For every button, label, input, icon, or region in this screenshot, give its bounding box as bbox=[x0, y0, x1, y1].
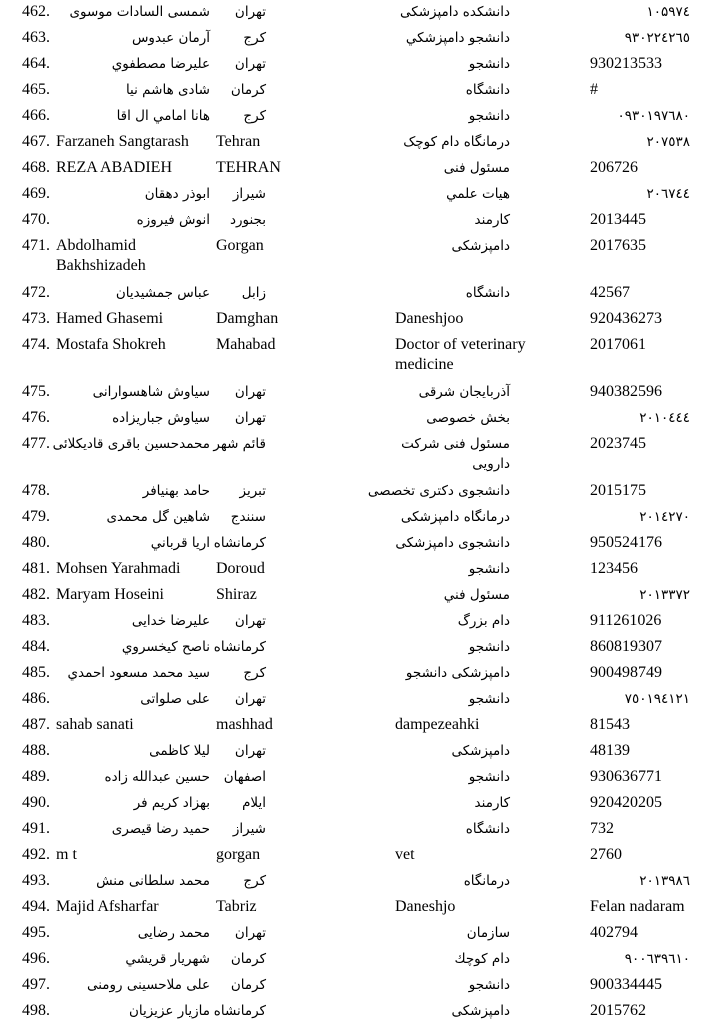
person-name: m t bbox=[56, 846, 77, 863]
list-item bbox=[0, 817, 701, 843]
id-code: ۱۰۵۹۷٤ bbox=[646, 4, 690, 20]
occupation: هيات علمي bbox=[446, 186, 510, 202]
id-code: 2017635 bbox=[590, 237, 646, 254]
occupation: دانشگاه bbox=[465, 285, 510, 301]
city-name: Tabriz bbox=[216, 898, 257, 915]
id-code: 42567 bbox=[590, 284, 630, 301]
person-name: سیاوش شاهسوارانی bbox=[92, 384, 210, 400]
occupation: دانشگاه bbox=[465, 821, 510, 837]
row-number: 475. bbox=[22, 383, 50, 400]
occupation: دانشجو bbox=[468, 108, 510, 124]
row-number: 482. bbox=[22, 586, 50, 603]
list-item bbox=[0, 583, 701, 609]
row-number: 479. bbox=[22, 508, 50, 525]
list-item bbox=[0, 531, 701, 557]
row-number: 465. bbox=[22, 81, 50, 98]
person-name: ناصح کیخسروي bbox=[121, 639, 210, 655]
list-item bbox=[0, 687, 701, 713]
city-name: gorgan bbox=[216, 846, 261, 863]
row-number: 487. bbox=[22, 716, 50, 733]
id-code: ۲۰۷٥۳۸ bbox=[646, 134, 690, 150]
occupation: vet bbox=[395, 846, 415, 863]
row-number: 497. bbox=[22, 976, 50, 993]
person-name: محمدحسین باقری قادیکلائی bbox=[52, 436, 210, 452]
list-item bbox=[0, 635, 701, 661]
person-name: آرمان عبدوس bbox=[131, 30, 210, 46]
city-name: کرمانشاه bbox=[213, 535, 266, 551]
person-name: مازیار عزیزیان bbox=[128, 1003, 210, 1019]
occupation: آذربایجان شرقی bbox=[418, 384, 510, 400]
occupation: دانشجو bbox=[468, 977, 510, 993]
city-name: کرمانشاه bbox=[213, 639, 266, 655]
occupation: دانشجو bbox=[468, 639, 510, 655]
list-item bbox=[0, 791, 701, 817]
occupation: دانشجو bbox=[468, 56, 510, 72]
list-item bbox=[0, 557, 701, 583]
row-number: 468. bbox=[22, 159, 50, 176]
person-name: شهريار قريشي bbox=[125, 951, 210, 967]
occupation: دانشجوی دامپزشکی bbox=[395, 535, 510, 551]
id-code: Felan nadaram bbox=[590, 898, 685, 915]
person-name: بهزاد کریم فر bbox=[133, 795, 210, 811]
city-name: تهران bbox=[234, 743, 266, 759]
id-code: 940382596 bbox=[590, 383, 662, 400]
person-name: Farzaneh Sangtarash bbox=[56, 133, 189, 150]
row-number: 474. bbox=[22, 336, 50, 353]
list-item bbox=[0, 609, 701, 635]
row-number: 493. bbox=[22, 872, 50, 889]
city-name: تهران bbox=[234, 691, 266, 707]
occupation: دانشجوی دکتری تخصصی bbox=[367, 483, 510, 499]
id-code: ۹۳۰۲۲٤۲٦٥ bbox=[624, 30, 690, 46]
id-code: 2760 bbox=[590, 846, 622, 863]
row-number: 476. bbox=[22, 409, 50, 426]
city-name: تهران bbox=[234, 410, 266, 426]
person-name: Majid Afsharfar bbox=[56, 898, 159, 915]
person-name: Mohsen Yarahmadi bbox=[56, 560, 181, 577]
list-item bbox=[0, 0, 701, 26]
row-number: 464. bbox=[22, 55, 50, 72]
list-item bbox=[0, 333, 701, 380]
city-name: کرمان bbox=[230, 951, 266, 967]
list-item bbox=[0, 130, 701, 156]
city-name: تهران bbox=[234, 925, 266, 941]
id-code: 48139 bbox=[590, 742, 630, 759]
occupation: دانشجو bbox=[468, 691, 510, 707]
person-name: سیاوش جباریزاده bbox=[112, 410, 210, 426]
city-name: کرج bbox=[243, 30, 266, 46]
id-code: 920420205 bbox=[590, 794, 662, 811]
list-item bbox=[0, 208, 701, 234]
id-code: 402794 bbox=[590, 924, 638, 941]
person-name: عباس جمشیدیان bbox=[115, 285, 210, 301]
city-name: شیراز bbox=[232, 186, 266, 202]
row-number: 483. bbox=[22, 612, 50, 629]
person-name: سيد محمد مسعود احمدي bbox=[67, 665, 210, 681]
person-name: شاهین گل محمدی bbox=[106, 509, 210, 525]
occupation: بخش خصوصی bbox=[426, 410, 510, 426]
list-item bbox=[0, 739, 701, 765]
id-code: ۲۰٦۷٤٤ bbox=[646, 186, 690, 202]
person-name: شمسی السادات موسوی bbox=[69, 4, 210, 20]
row-number: 494. bbox=[22, 898, 50, 915]
list-item bbox=[0, 78, 701, 104]
city-name: mashhad bbox=[216, 716, 273, 733]
occupation: کارمند bbox=[474, 212, 510, 228]
occupation: درمانگاه bbox=[463, 873, 510, 889]
list-item bbox=[0, 843, 701, 869]
id-code: ۹۰۰٦۳۹٦۱۰ bbox=[624, 951, 690, 967]
row-number: 462. bbox=[22, 3, 50, 20]
occupation: دانشگاه bbox=[465, 82, 510, 98]
row-number: 470. bbox=[22, 211, 50, 228]
city-name: بجنورد bbox=[229, 212, 266, 228]
city-name: Mahabad bbox=[216, 336, 276, 353]
list-item bbox=[0, 505, 701, 531]
occupation: دام کوچك bbox=[454, 951, 510, 967]
city-name: زابل bbox=[241, 285, 266, 301]
list-item bbox=[0, 765, 701, 791]
city-name: تهران bbox=[234, 56, 266, 72]
city-name: کرج bbox=[243, 665, 266, 681]
row-number: 478. bbox=[22, 482, 50, 499]
row-number: 484. bbox=[22, 638, 50, 655]
row-number: 471. bbox=[22, 237, 50, 254]
row-number: 486. bbox=[22, 690, 50, 707]
list-item bbox=[0, 307, 701, 333]
list-item bbox=[0, 26, 701, 52]
person-name: Hamed Ghasemi bbox=[56, 310, 164, 327]
city-name: تهران bbox=[234, 384, 266, 400]
city-name: TEHRAN bbox=[216, 159, 281, 176]
row-number: 491. bbox=[22, 820, 50, 837]
city-name: کرج bbox=[243, 108, 266, 124]
person-name: علیرضا خدایی bbox=[131, 613, 210, 629]
person-name: حمید رضا قیصری bbox=[111, 821, 210, 837]
row-number: 463. bbox=[22, 29, 50, 46]
person-name: اريا قرباني bbox=[150, 535, 210, 551]
list-item bbox=[0, 713, 701, 739]
row-number: 490. bbox=[22, 794, 50, 811]
person-name: محمد سلطانی منش bbox=[96, 873, 210, 889]
id-code: # bbox=[590, 81, 598, 98]
id-code: 2015762 bbox=[590, 1002, 646, 1019]
list-item bbox=[0, 432, 701, 479]
row-number: 498. bbox=[22, 1002, 50, 1019]
row-number: 467. bbox=[22, 133, 50, 150]
row-number: 477. bbox=[22, 435, 50, 452]
row-number: 495. bbox=[22, 924, 50, 941]
person-name: علی ملاحسینی رومنی bbox=[86, 977, 210, 993]
row-number: 481. bbox=[22, 560, 50, 577]
occupation: سازمان bbox=[466, 925, 510, 941]
person-name: Mostafa Shokreh bbox=[56, 336, 166, 353]
list-item bbox=[0, 406, 701, 432]
list-item bbox=[0, 104, 701, 130]
person-name: حسين عبدالله زاده bbox=[104, 769, 210, 785]
city-name: Gorgan bbox=[216, 237, 264, 254]
occupation: دام بزرگ bbox=[457, 613, 510, 629]
id-code: 920436273 bbox=[590, 310, 662, 327]
list-item bbox=[0, 156, 701, 182]
occupation: دامپزشکی bbox=[451, 1003, 510, 1019]
occupation: دانشجو bbox=[468, 561, 510, 577]
city-name: قائم شهر bbox=[213, 436, 266, 452]
id-code: 860819307 bbox=[590, 638, 662, 655]
person-name: REZA ABADIEH bbox=[56, 159, 172, 176]
id-code: 930636771 bbox=[590, 768, 662, 785]
list-item bbox=[0, 182, 701, 208]
city-name: تهران bbox=[234, 613, 266, 629]
occupation: کارمند bbox=[474, 795, 510, 811]
id-code: 911261026 bbox=[590, 612, 662, 629]
city-name: اصفهان bbox=[223, 769, 266, 785]
person-name: لیلا کاظمی bbox=[149, 743, 210, 759]
occupation: Daneshjoo bbox=[395, 310, 464, 327]
list-item bbox=[0, 947, 701, 973]
row-number: 485. bbox=[22, 664, 50, 681]
id-code: ۲۰۱۳۹۸٦ bbox=[639, 873, 690, 889]
list-item bbox=[0, 869, 701, 895]
list-item bbox=[0, 661, 701, 687]
id-code: 206726 bbox=[590, 159, 638, 176]
list-item bbox=[0, 921, 701, 947]
occupation: دامپزشکی bbox=[451, 238, 510, 254]
city-name: Tehran bbox=[216, 133, 261, 150]
id-code: 2013445 bbox=[590, 211, 646, 228]
city-name: سنندج bbox=[230, 509, 266, 525]
id-code: ۲۰۱۳۳۷۲ bbox=[639, 587, 690, 603]
occupation: دانشجو دامپزشکي bbox=[405, 30, 510, 46]
person-name: محمد رضایی bbox=[137, 925, 210, 941]
occupation: درمانگاه دامپزشکی bbox=[400, 509, 510, 525]
row-number: 496. bbox=[22, 950, 50, 967]
row-number: 489. bbox=[22, 768, 50, 785]
list-item bbox=[0, 895, 701, 921]
person-name: عليرضا مصطفوي bbox=[111, 56, 210, 72]
id-code: ۰۹۳۰۱۹۷٦۸۰ bbox=[617, 108, 690, 124]
id-code: 2017061 bbox=[590, 336, 646, 353]
list-item bbox=[0, 973, 701, 999]
city-name: کرمان bbox=[230, 82, 266, 98]
city-name: Damghan bbox=[216, 310, 279, 327]
row-number: 492. bbox=[22, 846, 50, 863]
occupation: Doctor of veterinary medicine bbox=[395, 336, 526, 373]
person-name: هانا امامي ال اقا bbox=[116, 108, 210, 124]
row-number: 480. bbox=[22, 534, 50, 551]
row-number: 473. bbox=[22, 310, 50, 327]
city-name: Shiraz bbox=[216, 586, 257, 603]
city-name: ایلام bbox=[242, 795, 266, 811]
id-code: 2015175 bbox=[590, 482, 646, 499]
list-item bbox=[0, 52, 701, 78]
row-number: 469. bbox=[22, 185, 50, 202]
city-name: Doroud bbox=[216, 560, 265, 577]
occupation: dampezeahki bbox=[395, 716, 480, 733]
occupation: مسئول فنی bbox=[443, 160, 510, 176]
person-name: حامد بهنيافر bbox=[142, 483, 210, 499]
city-name: کرمانشاه bbox=[213, 1003, 266, 1019]
id-code: ۲۰۱۰٤٤٤ bbox=[639, 410, 690, 426]
occupation: دانشجو bbox=[468, 769, 510, 785]
id-code: ۷٥۰۱۹٤۱۲۱ bbox=[624, 691, 690, 707]
id-code: ۲۰۱٤۲۷۰ bbox=[639, 509, 690, 525]
id-code: 950524176 bbox=[590, 534, 662, 551]
id-code: 123456 bbox=[590, 560, 638, 577]
row-number: 472. bbox=[22, 284, 50, 301]
id-code: 900334445 bbox=[590, 976, 662, 993]
list-item bbox=[0, 999, 701, 1025]
list-item bbox=[0, 281, 701, 307]
city-name: کرمان bbox=[230, 977, 266, 993]
id-code: 900498749 bbox=[590, 664, 662, 681]
id-code: 930213533 bbox=[590, 55, 662, 72]
person-name: Abdolhamid Bakhshizadeh bbox=[56, 237, 146, 274]
id-code: 81543 bbox=[590, 716, 630, 733]
city-name: تهران bbox=[234, 4, 266, 20]
occupation: دامپزشکی دانشجو bbox=[405, 665, 510, 681]
city-name: شیراز bbox=[232, 821, 266, 837]
list-item bbox=[0, 234, 701, 281]
person-name: علی صلواتی bbox=[140, 691, 210, 707]
occupation: دانشکده دامپزشکی bbox=[399, 4, 510, 20]
list-item bbox=[0, 479, 701, 505]
person-name: sahab sanati bbox=[56, 716, 134, 733]
person-name: Maryam Hoseini bbox=[56, 586, 164, 603]
city-name: تبريز bbox=[239, 483, 266, 499]
person-name: انوش فيروزه bbox=[136, 212, 210, 228]
id-code: 2023745 bbox=[590, 435, 646, 452]
occupation: دامپزشکی bbox=[451, 743, 510, 759]
occupation: مسئول فنی شرکت دارویی bbox=[401, 436, 510, 472]
id-code: 732 bbox=[590, 820, 614, 837]
occupation: مسئول فني bbox=[443, 587, 510, 603]
occupation: Daneshjo bbox=[395, 898, 456, 915]
person-name: شادی هاشم نیا bbox=[125, 82, 210, 98]
occupation: درمانگاه دام کوچک bbox=[403, 134, 510, 150]
person-name: ابوذر دهقان bbox=[144, 186, 210, 202]
row-number: 466. bbox=[22, 107, 50, 124]
city-name: کرج bbox=[243, 873, 266, 889]
row-number: 488. bbox=[22, 742, 50, 759]
list-item bbox=[0, 380, 701, 406]
